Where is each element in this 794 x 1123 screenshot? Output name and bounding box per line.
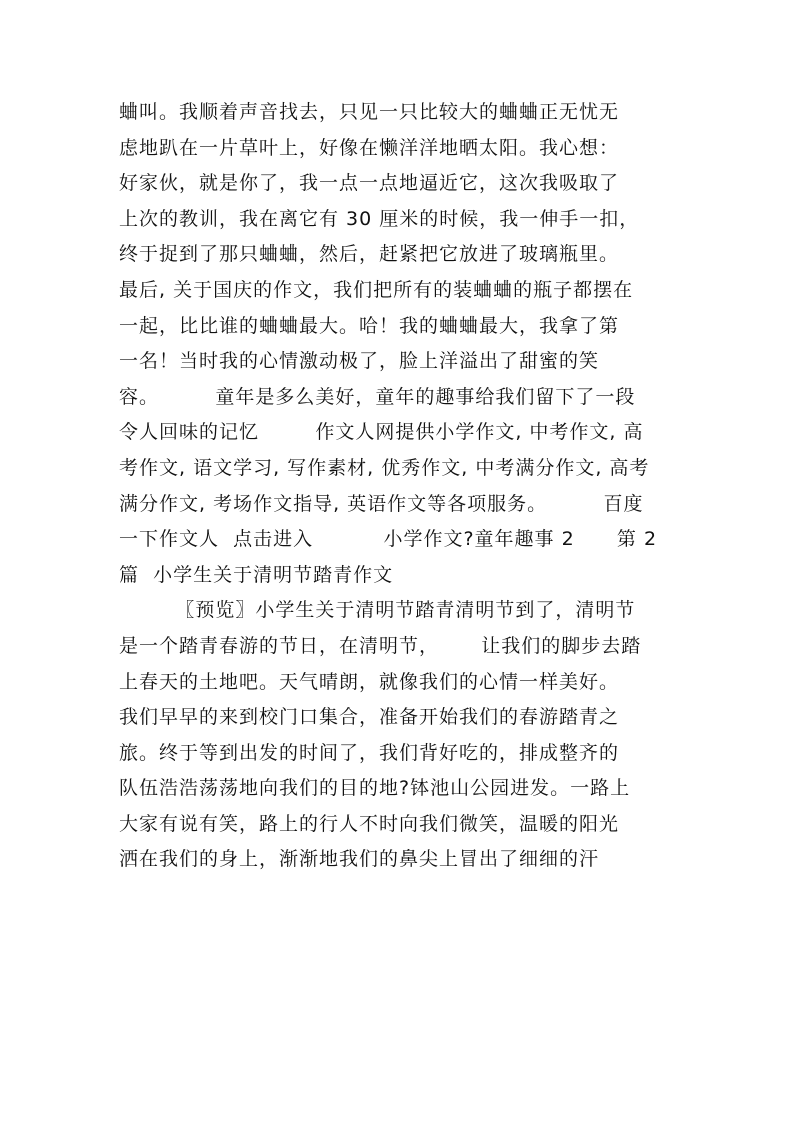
text-line: 一名！当时我的心情激动极了，脸上洋溢出了甜蜜的笑 — [119, 350, 600, 373]
text-line: 容。 童年是多么美好，童年的趣事给我们留下了一段 — [119, 385, 636, 408]
text-line: 旅。终于等到出发的时间了，我们背好吃的，排成整齐的 — [119, 741, 620, 764]
text-line: 我们早早的来到校门口集合，准备开始我们的春游踏青之 — [119, 706, 620, 729]
text-line: 大家有说有笑，路上的行人不时向我们微笑，温暖的阳光 — [119, 812, 620, 835]
text-line: 一下作文人 点击进入 小学作文?童年趣事 2 第 2 — [119, 528, 658, 551]
text-line: 队伍浩浩荡荡地向我们的目的地?钵池山公园进发。一路上 — [119, 777, 631, 800]
text-line: 上次的教训，我在离它有 30 厘米的时候，我一伸手一扣， — [119, 207, 640, 230]
text-line: 虑地趴在一片草叶上，好像在懒洋洋地晒太阳。我心想： — [119, 136, 620, 159]
section-heading: 篇 小学生关于清明节踏青作文 — [119, 563, 394, 586]
text-line: 满分作文, 考场作文指导, 英语作文等各项服务。 百度 — [119, 492, 644, 515]
text-line: 终于捉到了那只蛐蛐，然后，赶紧把它放进了玻璃瓶里。 — [119, 243, 620, 266]
text-line: 蛐叫。我顺着声音找去，只见一只比较大的蛐蛐正无忧无 — [119, 101, 620, 123]
text-line: 最后, 关于国庆的作文，我们把所有的装蛐蛐的瓶子都摆在 — [119, 278, 634, 301]
text-line: 〖预览〗小学生关于清明节踏青清明节到了，清明节 — [119, 599, 636, 622]
body-text — [119, 95, 675, 878]
text-line: 上春天的土地吧。天气晴朗，就像我们的心情一样美好。 — [119, 670, 620, 693]
text-line: 是一个踏青春游的节日，在清明节， 让我们的脚步去踏 — [119, 634, 642, 657]
text-line: 洒在我们的身上，渐渐地我们的鼻尖上冒出了细细的汗 — [119, 848, 600, 871]
text-line: 考作文, 语文学习, 写作素材, 优秀作文, 中考满分作文, 高考 — [119, 456, 650, 479]
text-line: 一起，比比谁的蛐蛐最大。哈！我的蛐蛐最大，我拿了第 — [119, 314, 620, 337]
text-line: 好家伙，就是你了，我一点一点地逼近它，这次我吸取了 — [119, 172, 620, 195]
text-line: 令人回味的记忆 作文人网提供小学作文, 中考作文, 高 — [119, 421, 644, 444]
